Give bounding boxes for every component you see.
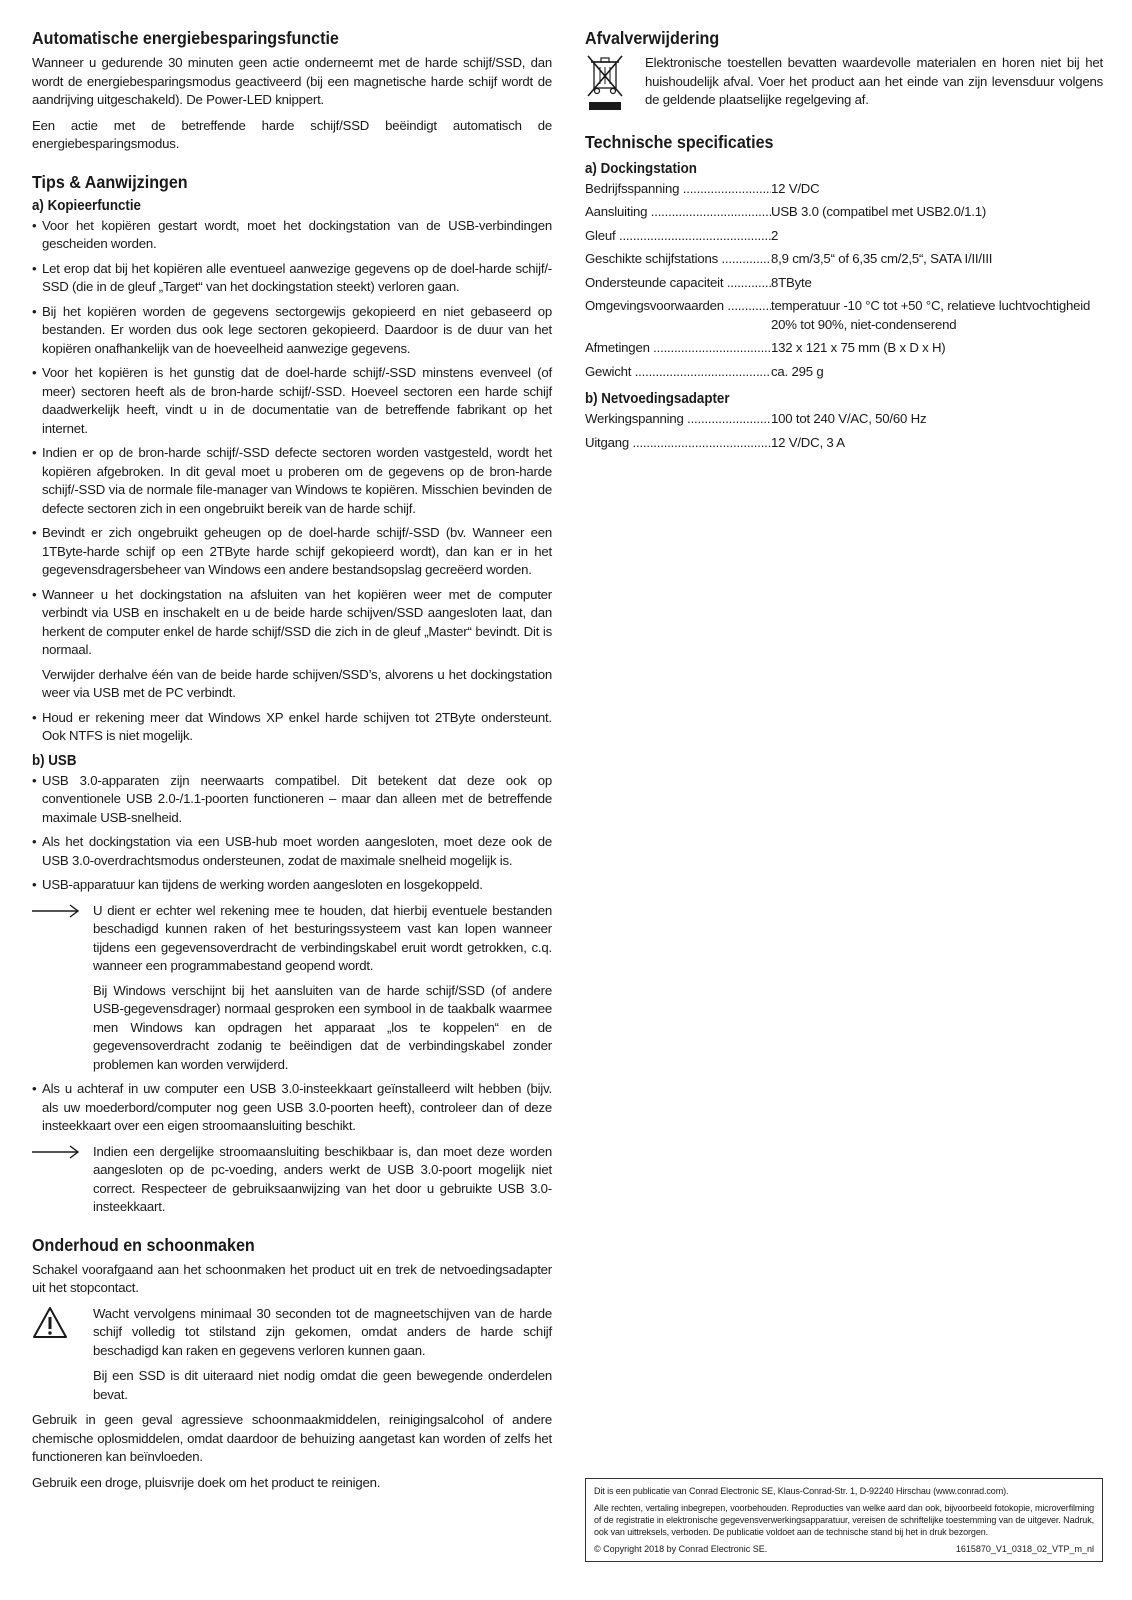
docking-station-subheading: a) Dockingstation	[585, 160, 697, 177]
crossed-bin-icon	[585, 54, 625, 114]
usb-note-2	[32, 1143, 552, 1217]
spec-label: Gleuf .....	[585, 227, 771, 246]
spec-row	[585, 227, 1103, 246]
list-item: • Let erop dat bij het kopiëren alle eventueel aanwezige gegevens op de doel-harde schijf/-SSD (die in de gleuf „Target“ van het dockingstation steekt) verloren gaan.	[32, 260, 552, 297]
list-item: • Bij het kopiëren worden de gegevens sectorgewijs gekopieerd en niet gebaseerd op bestanden. Er worden dus ook lege sectoren gekopieerd. Daardoor is de duur van het kopiëren onafhankelijk van de hoeveelheid aanwezige gegevens.	[32, 303, 552, 359]
list-item: • Voor het kopiëren is het gunstig dat de doel-harde schijf/-SSD minstens evenveel (of meer) sectoren heeft als de bron-harde schijf/-SSD. Hoeveel sectoren een harde schijf daadwerkelijk heeft, vindt u in de documentatie van de betreffende fabrikant op het internet.	[32, 364, 552, 438]
spec-value: 12 V/DC, 3 A	[771, 434, 845, 450]
usb-note-1	[32, 902, 552, 1075]
list-item: • Als het dockingstation via een USB-hub moet worden aangesloten, moet deze ook de USB 3.0-overdrachtsmodus ondersteunen, zodat de maximale snelheid mogelijk is.	[32, 833, 552, 870]
spec-value: ca. 295 g	[771, 363, 824, 379]
spec-value: 2	[771, 227, 779, 243]
spec-row	[585, 250, 1103, 269]
maintenance-heading: Onderhoud en schoonmaken	[32, 1234, 255, 1255]
list-item: • Bevindt er zich ongebruikt geheugen op de doel-harde schijf/-SSD (bv. Wanneer een 1TByte-harde schijf op een 2TByte harde schijf gekopieerd wordt), dan kan er in het gegevensdragersbeheer van Windows een andere bestandsopslag gecreëerd worden.	[32, 524, 552, 580]
spec-label: Bedrijfsspanning .....	[585, 180, 771, 199]
energy-section	[32, 28, 552, 154]
warning-paragraph-1: Wacht vervolgens minimaal 30 seconden tot de magneetschijven van de harde schijf volledig tot stilstand zijn gekomen, omdat anders de harde schijf beschadigd kan raken en gegevens verloren kunnen gaan.	[93, 1305, 552, 1358]
imprint-publisher: Dit is een publicatie van Conrad Electronic SE, Klaus-Conrad-Str. 1, D-92240 Hirschau (www.conrad.com).	[594, 1486, 1009, 1496]
spec-label: Uitgang .....	[585, 434, 771, 453]
usb-note-2-paragraph: Indien een dergelijke stroomaansluiting beschikbaar is, dan moet deze worden aangesloten op de pc-voeding, anders werkt de USB 3.0-poort mogelijk niet correct. Respecteer de gebruiksaanwijzing van het door u gebruikte USB 3.0-insteekkaart.	[93, 1143, 552, 1214]
right-column	[585, 28, 1103, 470]
copy-function-subheading: a) Kopieerfunctie	[32, 197, 141, 214]
list-item: • USB-apparatuur kan tijdens de werking worden aangesloten en losgekoppeld.	[32, 876, 552, 895]
spec-row	[585, 410, 1103, 429]
power-adapter-subheading: b) Netvoedingsadapter	[585, 391, 730, 407]
left-column	[32, 28, 552, 1510]
arrow-right-icon	[32, 1145, 80, 1159]
imprint-box	[585, 1478, 1103, 1562]
spec-label: Gewicht .....	[585, 363, 771, 382]
spec-row	[585, 297, 1103, 334]
tips-heading: Tips & Aanwijzingen	[32, 171, 188, 192]
spec-value: 12 V/DC	[771, 180, 820, 196]
disposal-block	[585, 54, 1103, 110]
spec-value: 8TByte	[771, 274, 812, 290]
usb-list	[32, 772, 552, 895]
energy-paragraph-1: Wanneer u gedurende 30 minuten geen actie onderneemt met de harde schijf/SSD, dan wordt de energiebesparingsmodus geactiveerd (bij een magnetische harde schijf wordt de aandrijving uitgeschakeld). De Power-LED knippert.	[32, 55, 552, 107]
spec-label: Aansluiting .....	[585, 203, 771, 222]
maintenance-section	[32, 1235, 552, 1493]
arrow-right-icon	[32, 904, 80, 918]
disposal-heading: Afvalverwijdering	[585, 28, 720, 48]
spec-value: 132 x 121 x 75 mm (B x D x H)	[771, 340, 946, 355]
warning-paragraph-2: Bij een SSD is dit uiteraard niet nodig omdat die geen bewegende onderdelen bevat.	[93, 1368, 552, 1402]
warning-triangle-icon	[32, 1305, 68, 1341]
copy-function-list	[32, 217, 552, 746]
spec-value: 8,9 cm/3,5“ of 6,35 cm/2,5“, SATA I/II/III	[771, 251, 993, 266]
usb-subheading: b) USB	[32, 752, 77, 769]
specs-heading: Technische specificaties	[585, 131, 774, 152]
imprint-rights: Alle rechten, vertaling inbegrepen, voorbehouden. Reproducties van welke aard dan ook, bijvoorbeeld fotokopie, microverfilming of de registratie in elektronische gegevensverwerkingsapparatuur, vereisen de schriftelijke toestemming van de uitgever. Nadruk, ook van uittreksels, verboden. De publicatie voldoet aan de technische stand bij het in druk bezorgen.	[594, 1503, 1094, 1537]
spec-value: USB 3.0 (compatibel met USB2.0/1.1)	[771, 204, 987, 219]
maintenance-paragraph-3: Gebruik een droge, pluisvrije doek om het product te reinigen.	[32, 1474, 381, 1490]
spec-label: Geschikte schijfstations .....	[585, 250, 771, 269]
usb-list-continued	[32, 1080, 552, 1136]
specs-section	[585, 132, 1103, 453]
imprint-bottom-row	[594, 1543, 1094, 1555]
spec-value: 100 tot 240 V/AC, 50/60 Hz	[771, 411, 927, 426]
list-item-text: Wanneer u het dockingstation na afsluiten van het kopiëren weer met de computer verbindt via USB en inschakelt en u de beide harde schijven/SSD aangesloten laat, dan herkent de computer enkel de harde schijf/SSD die zich in de gleuf „Master“ bevindt. Dit is normaal.	[42, 586, 552, 657]
spec-row	[585, 180, 1103, 199]
spec-row	[585, 203, 1103, 222]
imprint-copyright: © Copyright 2018 by Conrad Electronic SE.	[594, 1544, 768, 1554]
list-item: • Indien er op de bron-harde schijf/-SSD defecte sectoren worden vastgesteld, wordt het kopiëren afgebroken. In dit geval moet u proberen om de gegevens op de bron-harde schijf/-SSD via de normale file-manager van Windows te kopiëren. Misschien bevinden de defecte sectoren zich in een ongebruikt bereik van de harde schijf.	[32, 444, 552, 518]
usb-note-1-paragraph-2: Bij Windows verschijnt bij het aansluiten van de harde schijf/SSD (of andere USB-gegevensdrager) normaal gesproken een symbool in de taakbalk waarmee men Windows kan opdragen het apparaat „los te koppelen“ en de gegevensoverdracht zodanig te beëindigen dat de verbindingskabel zonder problemen kan worden verwijderd.	[93, 982, 552, 1072]
spec-label: Afmetingen .....	[585, 339, 771, 358]
disposal-text: Elektronische toestellen bevatten waardevolle materialen en horen niet bij het huishoudelijk afval. Voer het product aan het einde van zijn levensduur volgens de geldende plaatselijke regelgeving af.	[645, 55, 1103, 107]
usb-note-1-paragraph-1: U dient er echter wel rekening mee te houden, dat hierbij eventuele bestanden beschadigd kunnen raken of het besturingssysteem vast kan lopen wanneer tijdens een gegevensoverdracht de verbindingskabel eruit wordt getrokken, c.q. wanneer een programmabestand geopend wordt.	[93, 902, 552, 973]
spec-label: Werkingspanning .....	[585, 410, 771, 429]
spec-row	[585, 363, 1103, 382]
disposal-section	[585, 28, 1103, 110]
energy-heading: Automatische energiebesparingsfunctie	[32, 28, 339, 48]
list-item: • USB 3.0-apparaten zijn neerwaarts compatibel. Dit betekent dat deze ook op conventionele USB 2.0-/1.1-poorten functioneren – maar dan alleen met de betreffende maximale USB-snelheid.	[32, 772, 552, 828]
energy-paragraph-2: Een actie met de betreffende harde schijf/SSD beëindigt automatisch de energiebesparingsmodus.	[32, 117, 552, 151]
list-item	[32, 586, 552, 703]
spec-label: Ondersteunde capaciteit .....	[585, 274, 771, 293]
spec-label: Omgevingsvoorwaarden .....	[585, 297, 771, 334]
spec-row	[585, 339, 1103, 358]
imprint-doc-code: 1615870_V1_0318_02_VTP_m_nl	[955, 1544, 1094, 1554]
tips-section	[32, 172, 552, 1217]
maintenance-warning	[32, 1305, 552, 1405]
spec-value: temperatuur -10 °C tot +50 °C, relatieve luchtvochtigheid 20% tot 90%, niet-condenserend	[771, 298, 1091, 332]
list-item: • Als u achteraf in uw computer een USB 3.0-insteekkaart geïnstalleerd wilt hebben (bijv. als uw moederbord/computer nog geen USB 3.0-poorten heeft), controleer dan of deze insteekkaart over een eigen stroomaansluiting beschikt.	[32, 1080, 552, 1136]
list-item: • Houd er rekening meer dat Windows XP enkel harde schijven tot 2TByte ondersteunt. Ook NTFS is niet mogelijk.	[32, 709, 552, 746]
spec-row	[585, 434, 1103, 453]
maintenance-paragraph-1: Schakel voorafgaand aan het schoonmaken het product uit en trek de netvoedingsadapter uit het stopcontact.	[32, 1261, 552, 1295]
spec-row	[585, 274, 1103, 293]
list-item: • Voor het kopiëren gestart wordt, moet het dockingstation van de USB-verbindingen gescheiden worden.	[32, 217, 552, 254]
maintenance-paragraph-2: Gebruik in geen geval agressieve schoonmaakmiddelen, reinigingsalcohol of andere chemische oplosmiddelen, omdat daardoor de behuizing aangetast kan worden of zelfs het functioneren kan beïnvloeden.	[32, 1412, 552, 1464]
list-item-continuation: Verwijder derhalve één van de beide harde schijven/SSD’s, alvorens u het dockingstation weer via USB met de PC verbindt.	[42, 666, 552, 700]
